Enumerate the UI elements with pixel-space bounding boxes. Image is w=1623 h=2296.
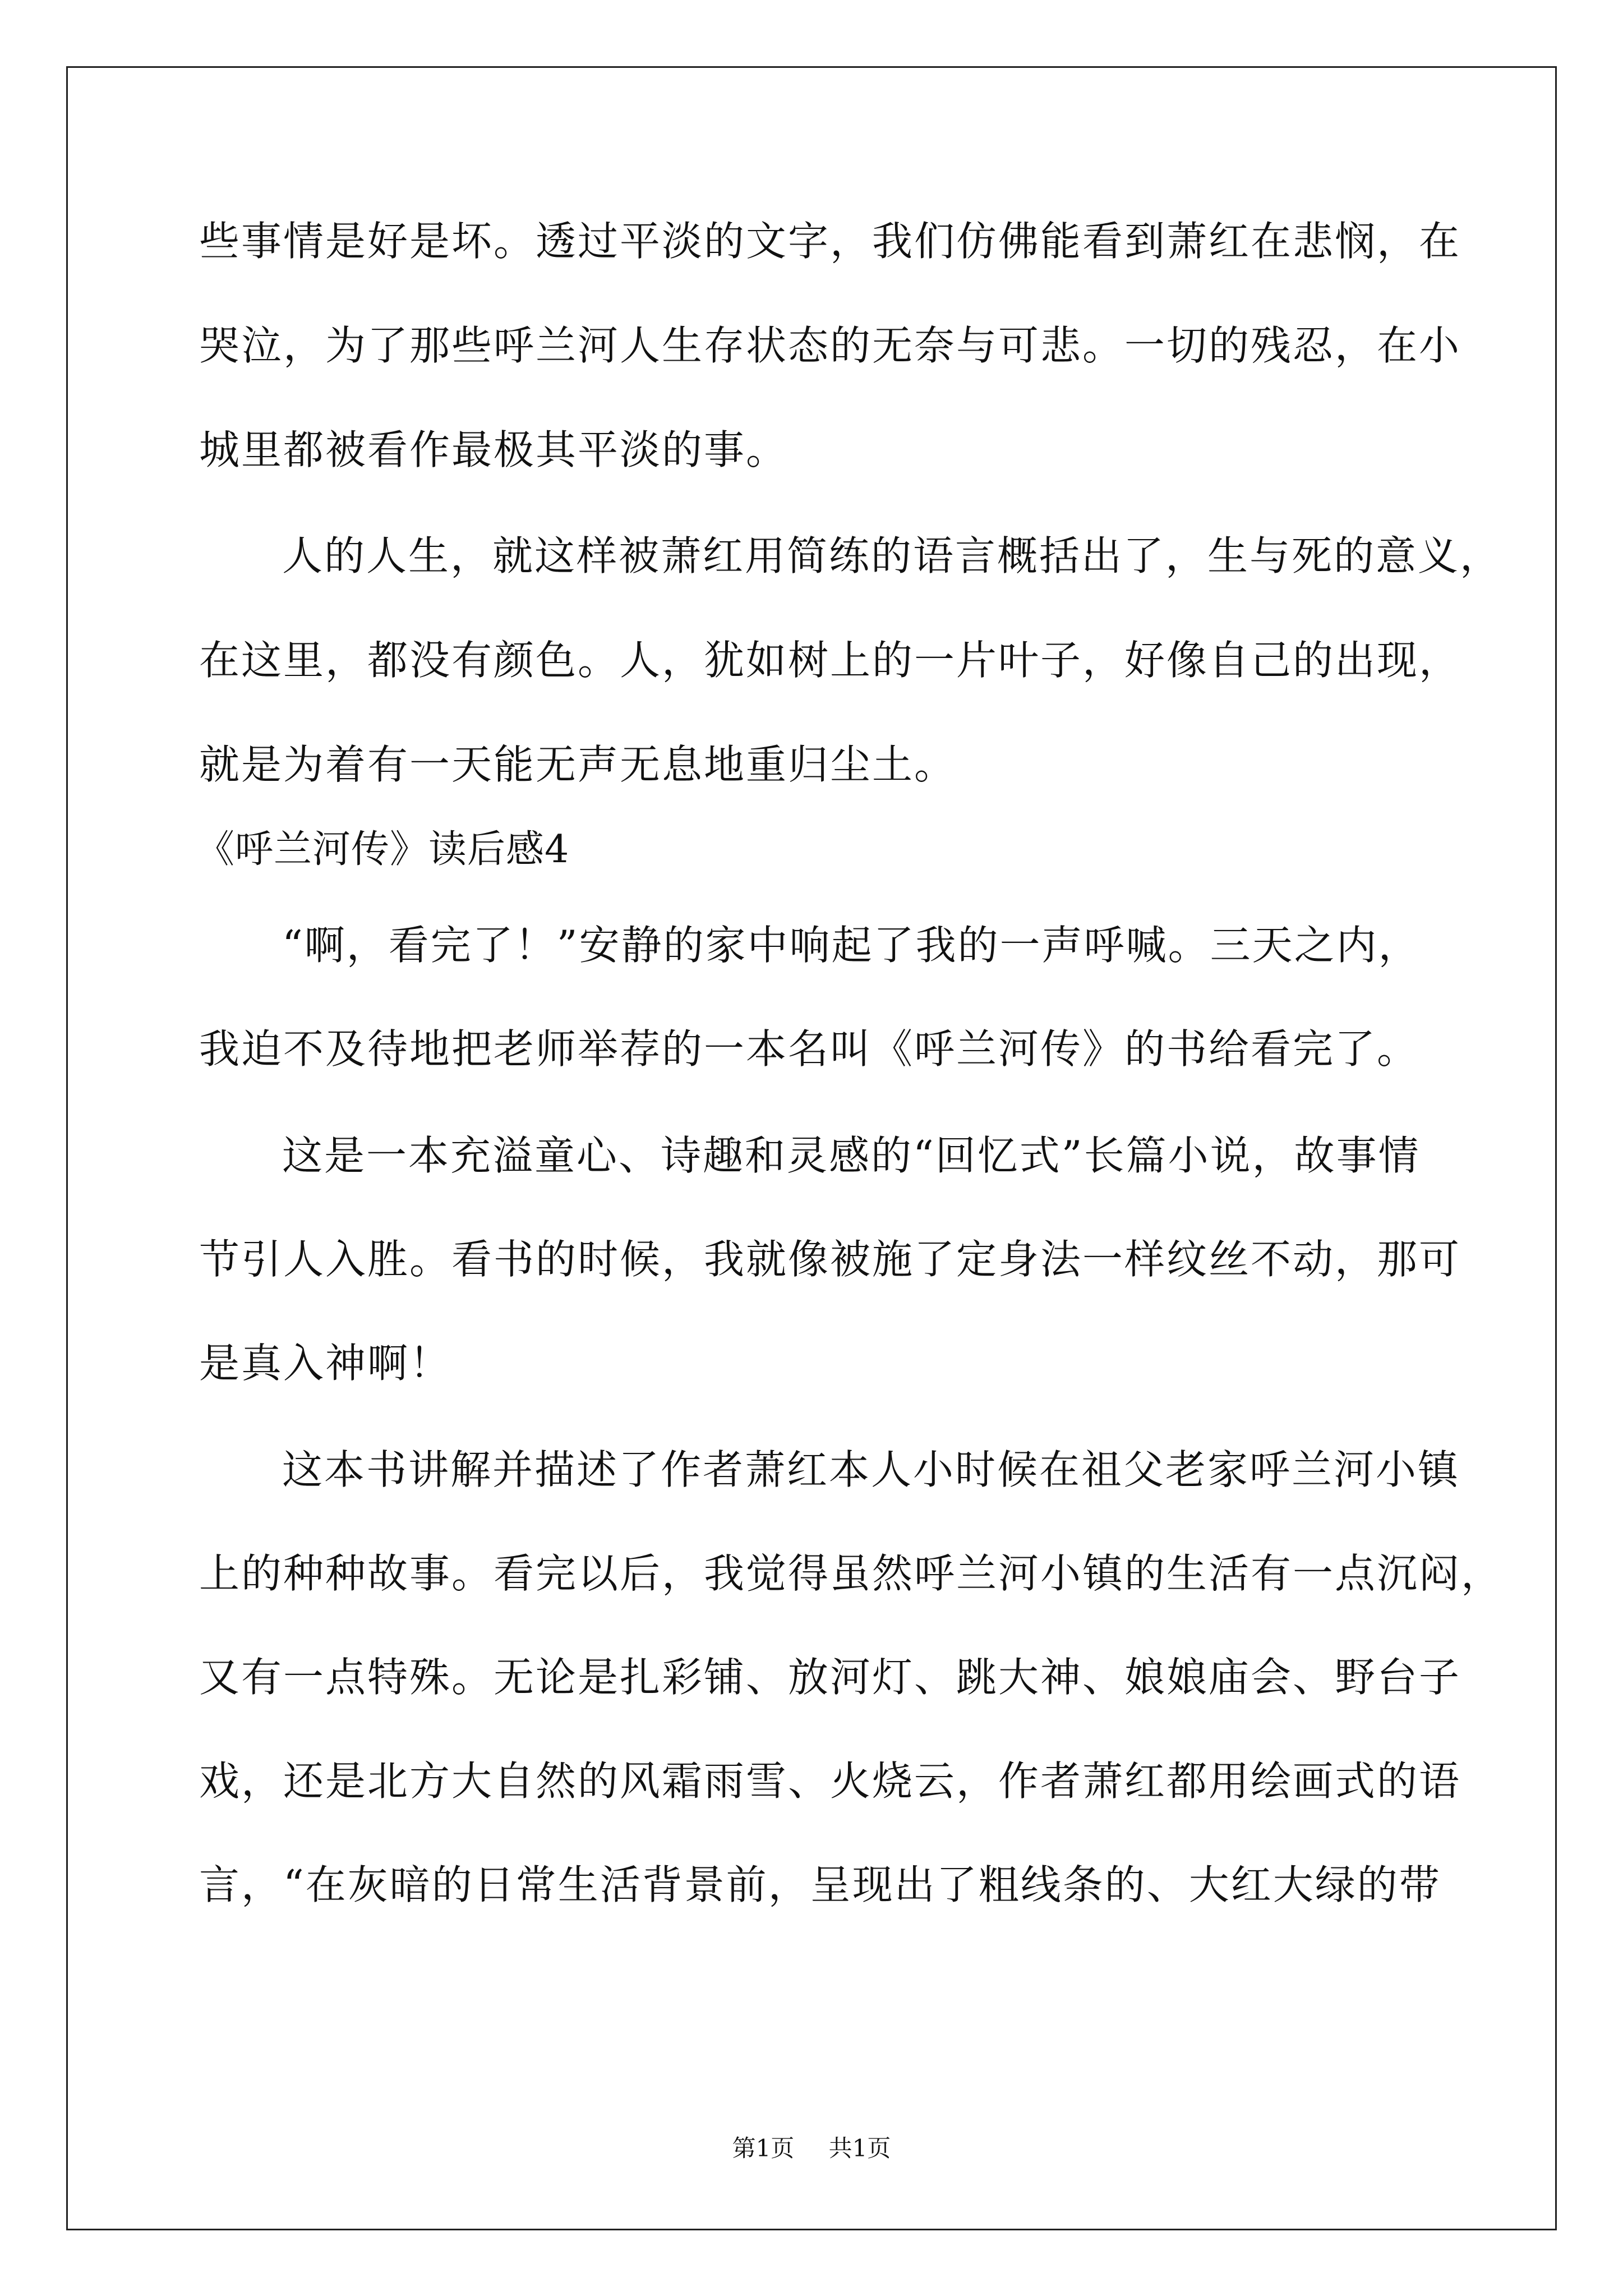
text-line: 在这里，都没有颜色。人，犹如树上的一片叶子，好像自己的出现，	[199, 637, 1461, 684]
text-line: 又有一点特殊。无论是扎彩铺、放河灯、跳大神、娘娘庙会、野台子	[199, 1654, 1461, 1701]
text-line: 是真入神啊！	[199, 1340, 452, 1387]
text-line: 哭泣，为了那些呼兰河人生存状态的无奈与可悲。一切的残忍，在小	[199, 322, 1461, 369]
text-line: 上的种种故事。看完以后，我觉得虽然呼兰河小镇的生活有一点沉闷，	[199, 1550, 1504, 1597]
text-line: 就是为着有一天能无声无息地重归尘土。	[199, 741, 957, 788]
text-line: 言，“在灰暗的日常生活背景前，呈现出了粗线条的、大红大绿的带	[199, 1861, 1441, 1908]
section-heading: 《呼兰河传》读后感4	[196, 827, 570, 872]
page-total: 共1页	[828, 2134, 891, 2162]
page-number: 第1页	[732, 2134, 795, 2162]
page-footer	[0, 2132, 1623, 2165]
text-line: 这是一本充溢童心、诗趣和灵感的“回忆式”长篇小说，故事情	[282, 1132, 1421, 1179]
text-line: “啊，看完了！”安静的家中响起了我的一声呼喊。三天之内，	[282, 922, 1421, 969]
text-line: 人的人生，就这样被萧红用简练的语言概括出了，生与死的意义，	[282, 532, 1502, 579]
text-line: 戏，还是北方大自然的风霜雨雪、火烧云，作者萧红都用绘画式的语	[199, 1757, 1461, 1805]
text-line: 我迫不及待地把老师举荐的一本名叫《呼兰河传》的书给看完了。	[199, 1025, 1419, 1073]
text-line: 城里都被看作最极其平淡的事。	[199, 426, 789, 473]
text-line: 节引人入胜。看书的时候，我就像被施了定身法一样纹丝不动，那可	[199, 1236, 1461, 1283]
text-line: 这本书讲解并描述了作者萧红本人小时候在祖父老家呼兰河小镇	[282, 1446, 1460, 1493]
text-line: 些事情是好是坏。透过平淡的文字，我们仿佛能看到萧红在悲悯，在	[199, 218, 1461, 265]
